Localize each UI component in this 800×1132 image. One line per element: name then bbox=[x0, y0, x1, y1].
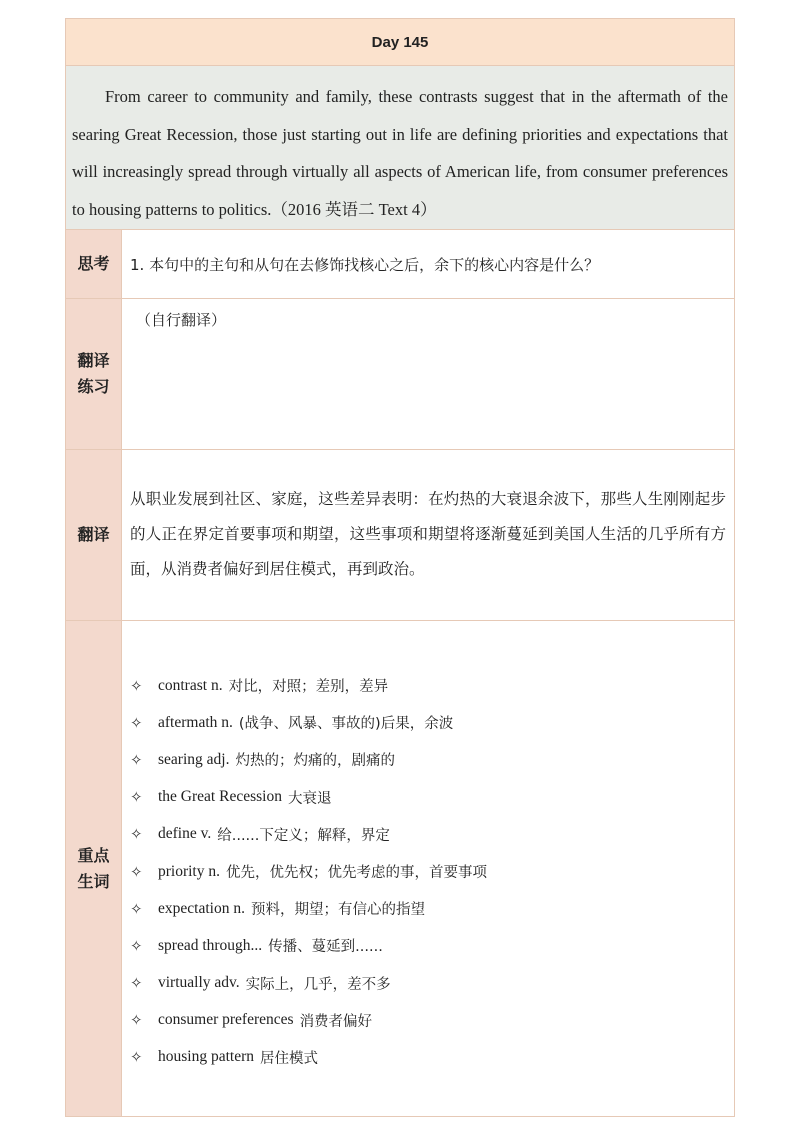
translation-row bbox=[66, 450, 734, 621]
vocab-label-cell bbox=[66, 621, 122, 1116]
vocab-label: 重点生词 bbox=[77, 845, 110, 891]
vocab-list-cell bbox=[122, 621, 734, 1116]
think-label-cell bbox=[66, 230, 122, 298]
vocab-term: contrast n. bbox=[158, 676, 223, 694]
vocab-item bbox=[130, 704, 734, 741]
diamond-star-icon: ✧ bbox=[130, 1048, 143, 1067]
vocab-definition: 优先，优先权；优先考虑的事，首要事项 bbox=[226, 865, 487, 882]
vocab-item bbox=[130, 965, 734, 1002]
vocab-definition: 给......下定义；解释，界定 bbox=[217, 827, 390, 844]
diamond-star-icon: ✧ bbox=[130, 825, 143, 844]
vocab-term: expectation n. bbox=[158, 899, 245, 917]
vocab-definition: (战争、风暴、事故的)后果，余波 bbox=[238, 716, 454, 733]
study-sheet-table bbox=[65, 18, 735, 1117]
practice-row bbox=[66, 299, 734, 450]
vocab-list bbox=[130, 667, 734, 1076]
practice-label-cell bbox=[66, 299, 122, 449]
think-label: 思考 bbox=[77, 254, 110, 273]
vocab-term: aftermath n. bbox=[158, 713, 233, 731]
vocab-definition: 传播、蔓延到...... bbox=[268, 939, 383, 956]
vocab-item bbox=[130, 890, 734, 927]
vocab-term: spread through... bbox=[158, 936, 263, 954]
diamond-star-icon: ✧ bbox=[130, 1011, 143, 1030]
vocab-definition: 预料，期望；有信心的指望 bbox=[250, 902, 425, 919]
diamond-star-icon: ✧ bbox=[130, 750, 143, 769]
vocab-definition: 实际上，几乎，差不多 bbox=[245, 976, 391, 993]
vocab-item bbox=[130, 779, 734, 816]
vocab-definition: 大衰退 bbox=[287, 790, 332, 807]
vocab-item bbox=[130, 741, 734, 778]
vocab-definition: 灼热的；灼痛的，剧痛的 bbox=[235, 753, 395, 770]
vocab-item bbox=[130, 667, 734, 704]
diamond-star-icon: ✧ bbox=[130, 862, 143, 881]
think-question: 1. 本句中的主句和从句在去修饰找核心之后，余下的核心内容是什么？ bbox=[122, 230, 734, 298]
diamond-star-icon: ✧ bbox=[130, 676, 143, 695]
vocab-term: the Great Recession bbox=[158, 788, 282, 806]
vocab-term: consumer preferences bbox=[158, 1011, 294, 1029]
diamond-star-icon: ✧ bbox=[130, 899, 143, 918]
translation-label-cell bbox=[66, 450, 122, 620]
vocab-item bbox=[130, 1002, 734, 1039]
passage-text: From career to community and family, these contrasts suggest that in the aftermath of the searing Great Recession, those just starting out in life are defining priorities and expectations that will increasingly spread through virtually all aspects of American life, from consumer preferences to housing patterns to politics.（2016 英语二 Text 4） bbox=[72, 87, 728, 219]
vocab-term: housing pattern bbox=[158, 1048, 254, 1066]
diamond-star-icon: ✧ bbox=[130, 788, 143, 807]
diamond-star-icon: ✧ bbox=[130, 936, 143, 955]
vocab-item bbox=[130, 927, 734, 964]
vocab-term: searing adj. bbox=[158, 750, 230, 768]
vocab-definition: 对比，对照；差别，差异 bbox=[228, 679, 389, 696]
practice-placeholder: （自行翻译） bbox=[136, 311, 227, 329]
vocab-term: virtually adv. bbox=[158, 974, 240, 992]
day-title: Day 145 bbox=[66, 19, 734, 66]
vocab-definition: 消费者偏好 bbox=[299, 1013, 373, 1030]
passage-block bbox=[66, 66, 734, 230]
think-row bbox=[66, 230, 734, 299]
translation-text: 从职业发展到社区、家庭，这些差异表明：在灼热的大衰退余波下，那些人生刚刚起步的人正在界定首要事项和期望，这些事项和期望将逐渐蔓延到美国人生活的几乎所有方面，从消费者偏好到居住模式，再到政治。 bbox=[122, 450, 734, 620]
practice-answer-area[interactable] bbox=[122, 299, 734, 449]
vocab-term: define v. bbox=[158, 825, 212, 843]
diamond-star-icon: ✧ bbox=[130, 974, 143, 993]
vocab-item bbox=[130, 853, 734, 890]
translation-label: 翻译 bbox=[77, 525, 110, 544]
diamond-star-icon: ✧ bbox=[130, 713, 143, 732]
vocab-item bbox=[130, 816, 734, 853]
vocab-definition: 居住模式 bbox=[260, 1050, 318, 1067]
vocab-row bbox=[66, 621, 734, 1116]
practice-label: 翻译练习 bbox=[77, 351, 110, 396]
vocab-term: priority n. bbox=[158, 862, 220, 880]
vocab-item bbox=[130, 1039, 734, 1076]
